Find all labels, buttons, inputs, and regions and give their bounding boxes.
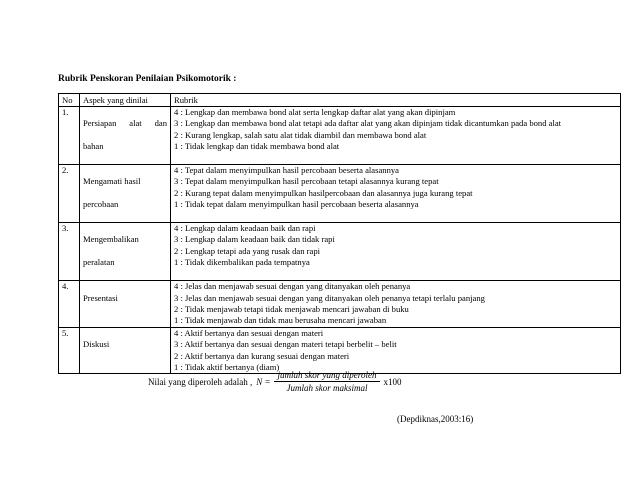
aspect-line: bahan	[83, 141, 104, 152]
row-number: 2.	[59, 165, 80, 223]
formula-fraction	[274, 370, 381, 393]
formula-numerator: jumlah skor yang diperoleh	[274, 370, 381, 382]
rubric-line: 2 : Kurang lengkap, salah satu alat tidak diambil dan membawa bond alat	[174, 129, 427, 140]
aspect-line: Presentasi	[83, 292, 118, 303]
rubric-line: 1 : Tidak aktif bertanya (diam)	[174, 361, 280, 372]
score-formula	[148, 370, 401, 393]
citation: (Depdiknas,2003:16)	[397, 414, 474, 424]
aspect-line: Persiapan alat dan	[83, 118, 167, 129]
rubric-line: 1 : Tidak tepat dalam menyimpulkan hasil percobaan beserta alasannya	[174, 199, 419, 210]
document-title: Rubrik Penskoran Penilaian Psikomotorik :	[58, 74, 237, 84]
rubric-line: 1 : Tidak lengkap dan tidak membawa bond alat	[174, 141, 340, 152]
header-rubrik: Rubrik	[171, 94, 621, 107]
table-row	[59, 223, 621, 281]
table-header-row	[59, 94, 621, 107]
rubric-line: 4 : Lengkap dalam keadaan baik dan rapi	[174, 223, 316, 234]
rubric-line: 2 : Lengkap tetapi ada yang rusak dan rapi	[174, 245, 321, 256]
rubric-cell	[171, 107, 621, 165]
formula-multiplier: x100	[383, 376, 402, 387]
aspect-cell	[80, 281, 171, 328]
rubric-table	[58, 93, 621, 374]
rubric-line: 4 : Lengkap dan membawa bond alat serta lengkap daftar alat yang akan dipinjam	[174, 107, 456, 117]
table-row	[59, 281, 621, 328]
aspect-line: peralatan	[83, 257, 115, 268]
formula-lhs: N =	[256, 376, 271, 387]
row-number: 3.	[59, 223, 80, 281]
rubric-cell	[171, 281, 621, 328]
rubric-line: 1 : Tidak dikembalikan pada tempatnya	[174, 257, 310, 268]
table-row	[59, 165, 621, 223]
row-number: 1.	[59, 107, 80, 165]
rubric-line: 4 : Jelas dan menjawab sesuai dengan yang ditanyakan oleh penanya	[174, 281, 411, 292]
rubric-line: 4 : Tepat dalam menyimpulkan hasil percobaan beserta alasannya	[174, 165, 399, 176]
aspect-line: percobaan	[83, 199, 119, 210]
row-number: 4.	[59, 281, 80, 328]
aspect-line: Diskusi	[83, 339, 110, 350]
row-number: 5.	[59, 327, 80, 374]
formula-prefix: Nilai yang diperoleh adalah ,	[148, 376, 253, 387]
rubric-cell	[171, 165, 621, 223]
aspect-line: Mengamati hasil	[83, 176, 141, 187]
aspect-cell	[80, 223, 171, 281]
rubric-line: 2 : Kurang tepat dalam menyimpulkan hasilpercobaan dan alasannya juga kurang tepat	[174, 187, 473, 198]
rubric-cell	[171, 327, 621, 374]
rubric-line: 2 : Tidak menjawab tetapi tidak menjawab mencari jawaban di buku	[174, 303, 409, 314]
header-aspek: Aspek yang dinilai	[80, 94, 171, 107]
aspect-line: Mengembalikan	[83, 234, 139, 245]
rubric-cell	[171, 223, 621, 281]
rubric-line: 3 : Aktif bertanya dan sesuai dengan materi tetapi berbelit – belit	[174, 339, 397, 350]
rubric-line: 4 : Aktif bertanya dan sesuai dengan materi	[174, 327, 324, 338]
rubric-line: 1 : Tidak menjawab dan tidak mau berusaha mencari jawaban	[174, 315, 387, 326]
formula-denominator: Jumlah skor maksimal	[286, 383, 368, 393]
rubric-line: 3 : Lengkap dalam keadaan baik dan tidak rapi	[174, 234, 335, 245]
table-row	[59, 107, 621, 165]
rubric-line: 3 : Tepat dalam menyimpulkan hasil percobaan tetapi alasannya kurang tepat	[174, 176, 439, 187]
rubric-line: 3 : Lengkap dan membawa bond alat tetapi ada daftar alat yang akan dipinjam tidak dicantumkan pada bond alat	[174, 118, 562, 129]
header-no: No	[59, 94, 80, 107]
aspect-cell	[80, 165, 171, 223]
aspect-cell	[80, 107, 171, 165]
rubric-line: 2 : Aktif bertanya dan kurang sesuai dengan materi	[174, 350, 350, 361]
table-row	[59, 327, 621, 374]
aspect-cell	[80, 327, 171, 374]
rubric-line: 3 : Jelas dan menjawab sesuai dengan yang ditanyakan oleh penanya tetapi terlalu panjang	[174, 292, 485, 303]
